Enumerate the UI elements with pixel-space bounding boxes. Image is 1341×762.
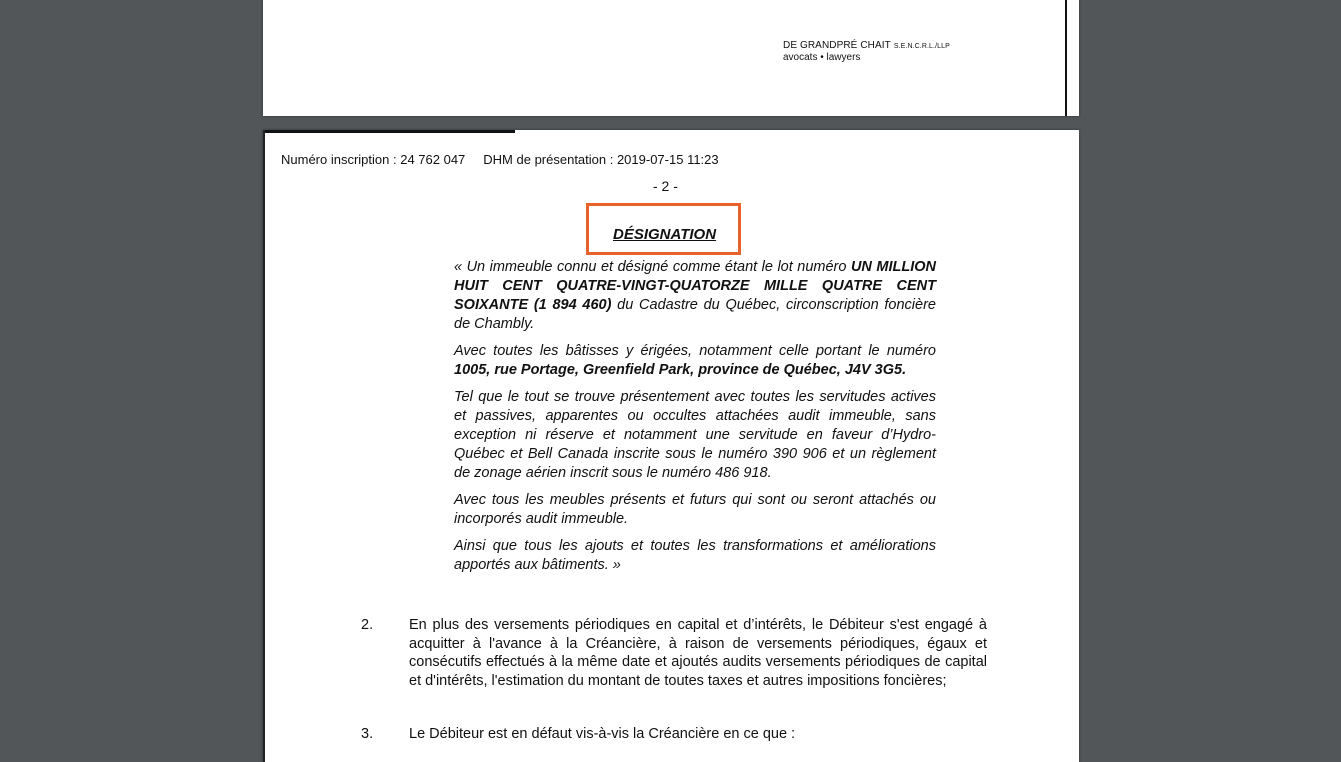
scan-edge <box>265 130 515 133</box>
scan-edge <box>263 130 265 762</box>
document-page-2 <box>263 130 1079 762</box>
firm-letterhead <box>783 40 950 63</box>
firm-suffix: S.E.N.C.R.L./LLP <box>893 43 950 50</box>
clause-text: En plus des versements périodiques en capital et d’intérêts, le Débiteur s'est engagé à acquitter à l'avance à la Créancière, à raison de versements périodiques, égaux et consécutifs effectués à la même date et ajoutés audits versements périodiques de capital et d'intérêts, l'estimation du montant de toutes taxes et autres impositions foncières; <box>409 617 987 689</box>
description-paragraph: Tel que le tout se trouve présentement avec toutes les servitudes actives et passives, apparentes ou occultes attachées audit immeuble, sans exception ni réserve et notamment une servitude en faveur d’Hydro-Québec et Bell Canada inscrite sous le numéro 390 906 et un règlement de zonage aérien inscrit sous le numéro 486 918. <box>454 389 936 481</box>
description-paragraph: Avec toutes les bâtisses y érigées, notamment celle portant le numéro 1005, rue Portage, Greenfield Park, province de Québec, J4V 3G5. <box>454 343 936 378</box>
page-number: - 2 - <box>653 178 678 194</box>
registration-header <box>281 152 719 167</box>
section-heading: DÉSIGNATION <box>613 226 717 243</box>
property-description <box>454 258 936 583</box>
clause-text: Le Débiteur est en défaut vis-à-vis la Créancière en ce que : <box>409 726 796 742</box>
clause-number: 2. <box>361 617 374 633</box>
document-page-1 <box>263 0 1079 116</box>
description-paragraph: « Un immeuble connu et désigné comme étant le lot numéro UN MILLION HUIT CENT QUATRE-VINGT-QUATORZE MILLE QUATRE CENT SOIXANTE (1 894 460) du Cadastre du Québec, circonscription foncière de Chambly. <box>454 259 937 332</box>
clause-number: 3. <box>361 726 374 742</box>
description-paragraph: Avec tous les meubles présents et futurs qui sont ou seront attachés ou incorporés audit immeuble. <box>454 492 936 527</box>
firm-tagline: avocats • lawyers <box>783 52 861 63</box>
scan-edge <box>1065 0 1067 116</box>
firm-name: DE GRANDPRÉ CHAIT <box>783 40 891 51</box>
inscription-number: Numéro inscription : 24 762 047 <box>281 152 466 167</box>
presentation-datetime: DHM de présentation : 2019-07-15 11:23 <box>483 152 719 167</box>
description-paragraph: Ainsi que tous les ajouts et toutes les transformations et améliorations apportés aux bâtiments. » <box>454 538 936 573</box>
